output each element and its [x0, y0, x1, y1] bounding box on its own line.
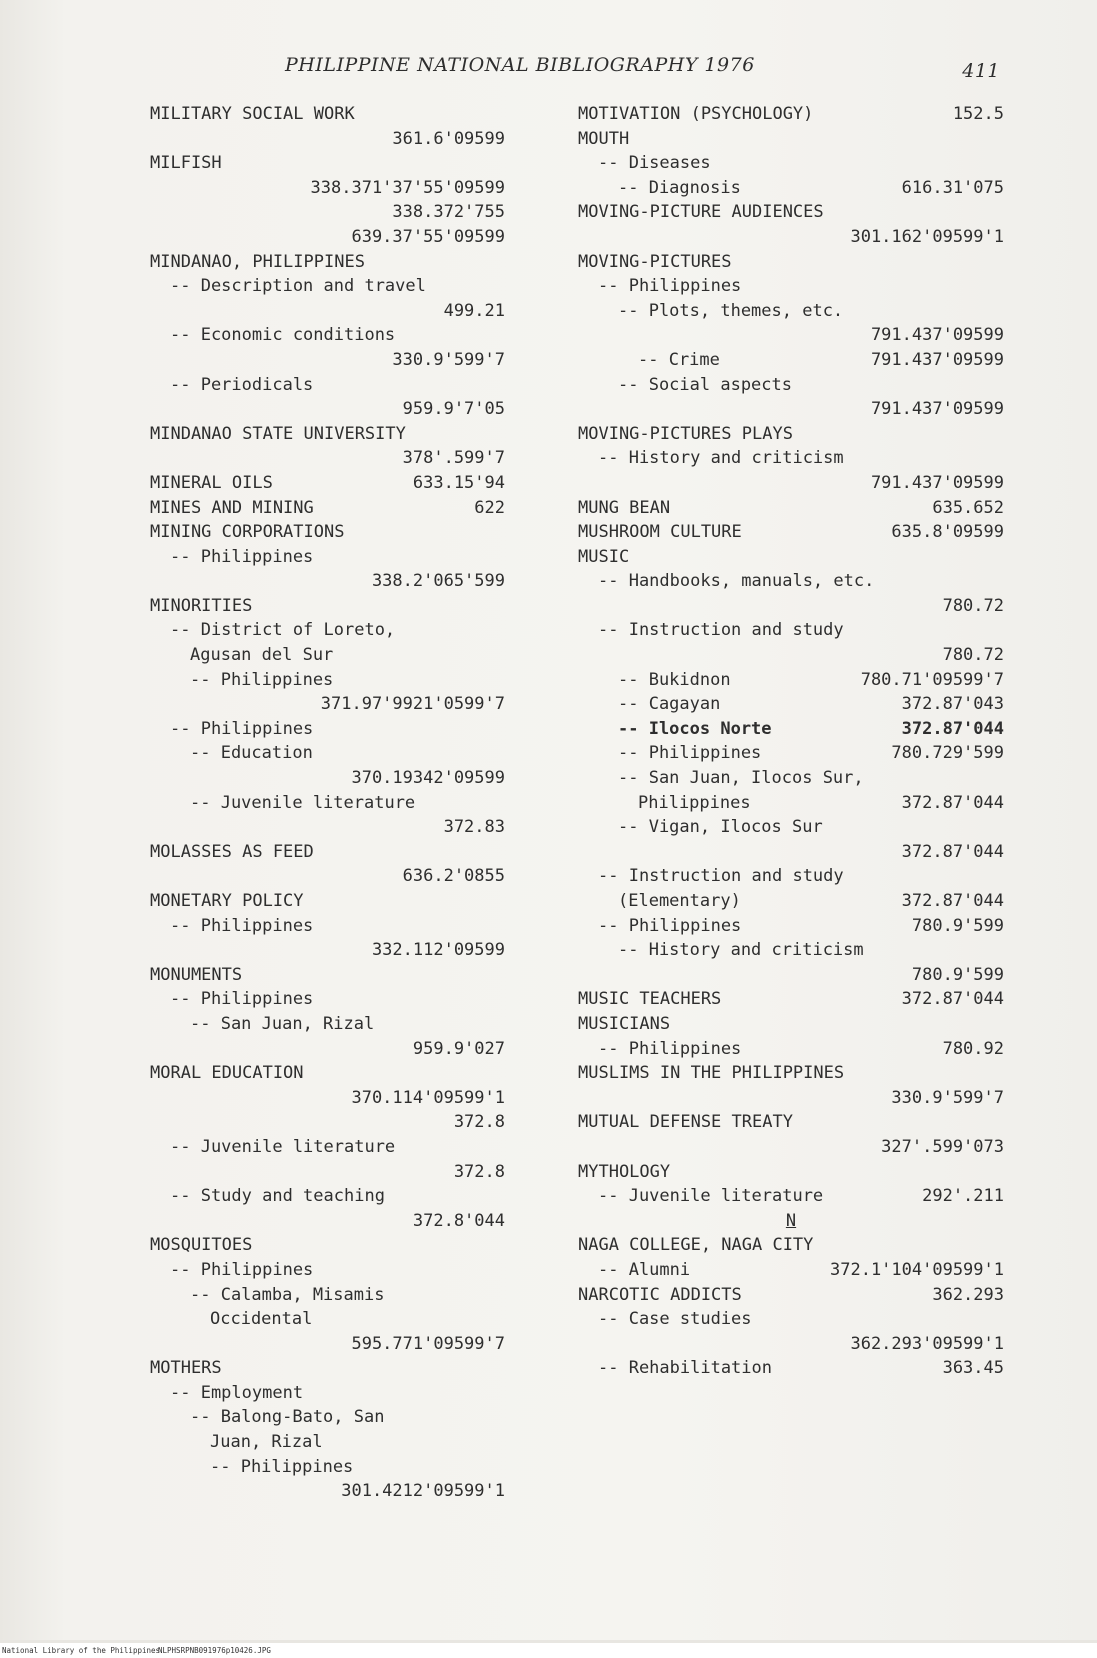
call-number: 622: [474, 497, 505, 518]
subject-heading: MINES AND MINING: [150, 497, 314, 518]
subject-heading: MINING CORPORATIONS: [150, 522, 345, 543]
index-entry: [578, 1160, 1004, 1185]
index-entry: [150, 496, 505, 521]
index-entry: [578, 323, 1004, 348]
subject-heading: MINDANAO STATE UNIVERSITY: [150, 423, 406, 444]
index-entry: [150, 864, 505, 889]
subheading: -- Social aspects: [618, 374, 792, 395]
index-entry: [578, 914, 1004, 939]
call-number: 372.87'044: [901, 841, 1004, 862]
call-number: 362.293'09599'1: [850, 1333, 1004, 1354]
index-entry: [578, 1037, 1004, 1062]
subheading: -- Philippines: [598, 276, 742, 297]
index-entry: [150, 1012, 505, 1037]
footer-library: National Library of the Philippines: [2, 1646, 161, 1655]
index-entry: [578, 176, 1004, 201]
subject-heading: MUSLIMS IN THE PHILIPPINES: [578, 1063, 845, 1084]
index-entry: [150, 545, 505, 570]
index-entry: [578, 1307, 1004, 1332]
call-number: 372.87'044: [901, 989, 1004, 1010]
index-entry: [150, 1110, 505, 1135]
subheading: -- Philippines: [190, 669, 334, 690]
subheading: -- Study and teaching: [170, 1186, 385, 1207]
subheading: -- Philippines: [598, 915, 742, 936]
subheading: -- Instruction and study: [598, 620, 844, 641]
subject-heading: MINDANAO, PHILIPPINES: [150, 251, 365, 272]
index-entry: [150, 643, 505, 668]
subheading: -- Instruction and study: [598, 866, 844, 887]
index-entry: [150, 815, 505, 840]
call-number: 301.162'09599'1: [850, 226, 1004, 247]
subheading: (Elementary): [618, 891, 741, 911]
index-entry: [578, 1356, 1004, 1381]
call-number: 371.97'9921'0599'7: [320, 694, 505, 715]
index-entry: [150, 963, 505, 988]
index-entry: [150, 1283, 505, 1308]
call-number: 372.87'044: [901, 792, 1004, 813]
subject-heading: MUSIC TEACHERS: [578, 989, 722, 1010]
subject-heading: MINORITIES: [150, 595, 253, 616]
subject-heading: MUSIC: [578, 546, 630, 567]
call-number: 636.2'0855: [402, 866, 505, 887]
subheading: -- Juvenile literature: [598, 1186, 824, 1207]
index-entry: [150, 692, 505, 717]
call-number: 372.8: [453, 1112, 505, 1133]
index-entry: [578, 1283, 1004, 1308]
call-number: 780.72: [942, 645, 1004, 666]
subheading: -- Vigan, Ilocos Sur: [618, 817, 823, 838]
index-entry: [578, 373, 1004, 398]
index-entry: [578, 963, 1004, 988]
index-entry: [578, 200, 1004, 225]
index-entry: [578, 496, 1004, 521]
subject-heading: MONUMENTS: [150, 964, 243, 985]
subheading: -- Crime: [638, 349, 720, 370]
subheading: -- Employment: [170, 1382, 304, 1403]
subject-heading: MYTHOLOGY: [578, 1161, 671, 1182]
call-number: 635.8'09599: [891, 522, 1004, 543]
subheading: -- Philippines: [598, 1038, 742, 1059]
index-entry: [578, 225, 1004, 250]
index-entry: [150, 1332, 505, 1357]
subheading: -- Philippines: [210, 1456, 354, 1477]
index-entry: [578, 741, 1004, 766]
index-entry: [578, 397, 1004, 422]
call-number: 791.437'09599: [870, 472, 1004, 493]
subheading: -- Juvenile literature: [170, 1136, 396, 1157]
index-entry: [150, 127, 505, 152]
subject-heading: MOVING-PICTURES: [578, 251, 732, 272]
call-number: 362.293: [932, 1284, 1004, 1305]
call-number: 959.9'027: [412, 1038, 505, 1059]
subheading: -- Philippines: [170, 989, 314, 1010]
subheading: Agusan del Sur: [190, 645, 334, 666]
call-number: 330.9'599'7: [891, 1087, 1004, 1108]
subheading: -- Education: [190, 743, 313, 764]
scan-footer: [0, 1643, 1097, 1658]
call-number: 780.9'599: [911, 964, 1004, 985]
footer-file: NLPHSRPNB091976p10426.JPG: [158, 1646, 271, 1655]
index-entry: [578, 1233, 1004, 1258]
subheading: -- Diagnosis: [618, 177, 741, 198]
call-number: 332.112'09599: [371, 940, 505, 961]
subheading: -- Economic conditions: [170, 325, 396, 346]
subheading: -- Calamba, Misamis: [190, 1284, 385, 1305]
call-number: 370.114'09599'1: [351, 1087, 505, 1108]
index-entry: [150, 1381, 505, 1406]
subheading: -- History and criticism: [598, 448, 844, 469]
call-number: 499.21: [443, 300, 505, 321]
subheading: -- San Juan, Ilocos Sur,: [618, 768, 864, 789]
index-entry: [578, 840, 1004, 865]
index-entry: [150, 1209, 505, 1234]
index-entry: [150, 1356, 505, 1381]
subheading: -- Diseases: [598, 153, 711, 174]
index-entry: [150, 397, 505, 422]
subheading: -- San Juan, Rizal: [190, 1013, 375, 1034]
subheading: -- District of Loreto,: [170, 620, 396, 641]
index-entry: [150, 1455, 505, 1480]
page-number: 411: [962, 60, 1000, 82]
index-entry: [578, 1086, 1004, 1111]
index-entry: [578, 1012, 1004, 1037]
index-entry: [578, 717, 1004, 742]
call-number: 959.9'7'05: [402, 399, 505, 420]
index-entry: [150, 520, 505, 545]
call-number: 372.1'104'09599'1: [830, 1259, 1004, 1280]
index-entry: [150, 323, 505, 348]
index-entry: [578, 446, 1004, 471]
call-number: 372.87'044: [901, 891, 1004, 911]
call-number: 780.9'599: [911, 915, 1004, 936]
subheading: -- History and criticism: [618, 940, 864, 961]
index-entry: [150, 569, 505, 594]
call-number: 338.372'755: [392, 202, 505, 223]
index-entry: [150, 1184, 505, 1209]
subheading: -- Philippines: [170, 718, 314, 739]
subject-heading: MOTIVATION (PSYCHOLOGY): [578, 104, 814, 124]
index-entry: [150, 741, 505, 766]
index-entry: [578, 618, 1004, 643]
subheading: -- Periodicals: [170, 374, 314, 395]
index-entry: [578, 250, 1004, 275]
subject-heading: MUSHROOM CULTURE: [578, 522, 742, 543]
index-entry: [150, 840, 505, 865]
index-entry: [150, 1307, 505, 1332]
index-entry: [578, 643, 1004, 668]
index-entry: [578, 151, 1004, 176]
index-entry: [578, 545, 1004, 570]
call-number: 791.437'09599: [870, 349, 1004, 370]
subheading: -- Balong-Bato, San: [190, 1407, 385, 1428]
subheading: -- Ilocos Norte: [618, 718, 772, 739]
index-entry: [150, 299, 505, 324]
subject-heading: MOVING-PICTURES PLAYS: [578, 423, 793, 444]
index-entry: [578, 1258, 1004, 1283]
call-number: 633.15'94: [412, 472, 505, 493]
index-entry: [578, 1135, 1004, 1160]
subject-heading: MILFISH: [150, 153, 222, 174]
index-entry: [150, 938, 505, 963]
index-entry: [150, 102, 505, 127]
index-entry: [150, 225, 505, 250]
index-entry: [150, 1037, 505, 1062]
index-entry: [578, 1184, 1004, 1209]
section-letter: N: [785, 1210, 797, 1231]
call-number: 780.92: [942, 1038, 1004, 1059]
subject-heading: MINERAL OILS: [150, 472, 273, 493]
index-entry: [578, 889, 1004, 914]
subheading: Occidental: [210, 1309, 313, 1330]
subheading: Philippines: [638, 792, 751, 813]
call-number: 301.4212'09599'1: [341, 1481, 505, 1502]
index-entry: [150, 1479, 505, 1504]
index-entry: [578, 987, 1004, 1012]
index-entry: [578, 668, 1004, 693]
index-entry: [578, 1110, 1004, 1135]
call-number: 372.87'043: [901, 694, 1004, 715]
running-title: PHILIPPINE NATIONAL BIBLIOGRAPHY 1976: [285, 54, 755, 76]
call-number: 372.83: [443, 817, 505, 838]
index-entry: [150, 373, 505, 398]
index-entry: [150, 1405, 505, 1430]
call-number: 780.729'599: [891, 743, 1004, 764]
call-number: 635.652: [932, 497, 1004, 518]
index-entry: [578, 864, 1004, 889]
subheading: -- Philippines: [170, 546, 314, 567]
index-entry: [150, 1160, 505, 1185]
subheading: -- Philippines: [170, 915, 314, 936]
left-column: [150, 102, 505, 1504]
call-number: 780.71'09599'7: [860, 669, 1004, 690]
index-entry: [150, 151, 505, 176]
index-entry: [578, 102, 1004, 127]
call-number: 372.87'044: [901, 718, 1004, 739]
subheading: -- Bukidnon: [618, 669, 731, 690]
index-entry: [150, 987, 505, 1012]
subheading: -- Description and travel: [170, 276, 426, 297]
subject-heading: MOLASSES AS FEED: [150, 841, 314, 862]
index-entry: [150, 914, 505, 939]
index-entry: [150, 348, 505, 373]
index-entry: [578, 1209, 1004, 1234]
page-header: [285, 50, 1005, 80]
subject-heading: MOUTH: [578, 128, 630, 149]
index-entry: [578, 791, 1004, 816]
subheading: -- Rehabilitation: [598, 1358, 772, 1379]
subject-heading: MUNG BEAN: [578, 497, 671, 518]
index-entry: [578, 815, 1004, 840]
index-entry: [578, 692, 1004, 717]
call-number: 372.8: [453, 1161, 505, 1182]
subject-heading: MUSICIANS: [578, 1013, 671, 1034]
index-entry: [150, 791, 505, 816]
index-entry: [150, 250, 505, 275]
subject-heading: MONETARY POLICY: [150, 891, 304, 911]
call-number: 372.8'044: [412, 1210, 505, 1231]
call-number: 330.9'599'7: [392, 349, 505, 370]
call-number: 338.371'37'55'09599: [310, 177, 505, 198]
call-number: 616.31'075: [901, 177, 1004, 198]
index-entry: [150, 1086, 505, 1111]
subheading: -- Cagayan: [618, 694, 721, 715]
right-column: [578, 102, 1004, 1381]
call-number: 327'.599'073: [881, 1136, 1004, 1157]
index-entry: [150, 668, 505, 693]
index-entry: [150, 889, 505, 914]
index-entry: [150, 274, 505, 299]
subject-heading: MORAL EDUCATION: [150, 1063, 304, 1084]
index-entry: [150, 1258, 505, 1283]
index-entry: [578, 299, 1004, 324]
subheading: -- Philippines: [618, 743, 762, 764]
subject-heading: MUTUAL DEFENSE TREATY: [578, 1112, 793, 1133]
call-number: 292'.211: [922, 1186, 1004, 1207]
index-entry: [578, 520, 1004, 545]
index-entry: [578, 127, 1004, 152]
index-entry: [150, 176, 505, 201]
index-entry: [578, 1061, 1004, 1086]
index-entry: [150, 422, 505, 447]
index-entry: [578, 274, 1004, 299]
index-entry: [578, 471, 1004, 496]
subject-heading: MOVING-PICTURE AUDIENCES: [578, 202, 824, 223]
subject-heading: MOSQUITOES: [150, 1235, 253, 1256]
call-number: 595.771'09599'7: [351, 1333, 505, 1354]
call-number: 378'.599'7: [402, 448, 505, 469]
call-number: 361.6'09599: [392, 128, 505, 149]
subheading: -- Alumni: [598, 1259, 691, 1280]
subheading: -- Juvenile literature: [190, 792, 416, 813]
index-entry: [150, 446, 505, 471]
index-entry: [578, 1332, 1004, 1357]
subject-heading: MILITARY SOCIAL WORK: [150, 104, 355, 124]
call-number: 338.2'065'599: [371, 571, 505, 592]
call-number: 791.437'09599: [870, 325, 1004, 346]
index-entry: [150, 618, 505, 643]
subject-heading: MOTHERS: [150, 1358, 222, 1379]
index-entry: [150, 1233, 505, 1258]
index-entry: [150, 766, 505, 791]
call-number: 639.37'55'09599: [351, 226, 505, 247]
index-entry: [150, 1430, 505, 1455]
index-entry: [578, 938, 1004, 963]
subheading: -- Case studies: [598, 1309, 752, 1330]
call-number: 152.5: [952, 104, 1004, 124]
subheading: Juan, Rizal: [210, 1432, 323, 1453]
subject-heading: NAGA COLLEGE, NAGA CITY: [578, 1235, 814, 1256]
call-number: 791.437'09599: [870, 399, 1004, 420]
index-entry: [150, 594, 505, 619]
index-entry: [150, 1135, 505, 1160]
index-entry: [150, 717, 505, 742]
index-entry: [150, 471, 505, 496]
index-entry: [150, 1061, 505, 1086]
index-entry: [578, 422, 1004, 447]
subject-heading: NARCOTIC ADDICTS: [578, 1284, 742, 1305]
subheading: -- Handbooks, manuals, etc.: [598, 571, 875, 592]
call-number: 780.72: [942, 595, 1004, 616]
index-entry: [578, 766, 1004, 791]
index-entry: [578, 569, 1004, 594]
index-entry: [150, 200, 505, 225]
subheading: -- Plots, themes, etc.: [618, 300, 844, 321]
subheading: -- Philippines: [170, 1259, 314, 1280]
index-entry: [578, 594, 1004, 619]
call-number: 363.45: [942, 1358, 1004, 1379]
call-number: 370.19342'09599: [351, 768, 505, 789]
index-entry: [578, 348, 1004, 373]
